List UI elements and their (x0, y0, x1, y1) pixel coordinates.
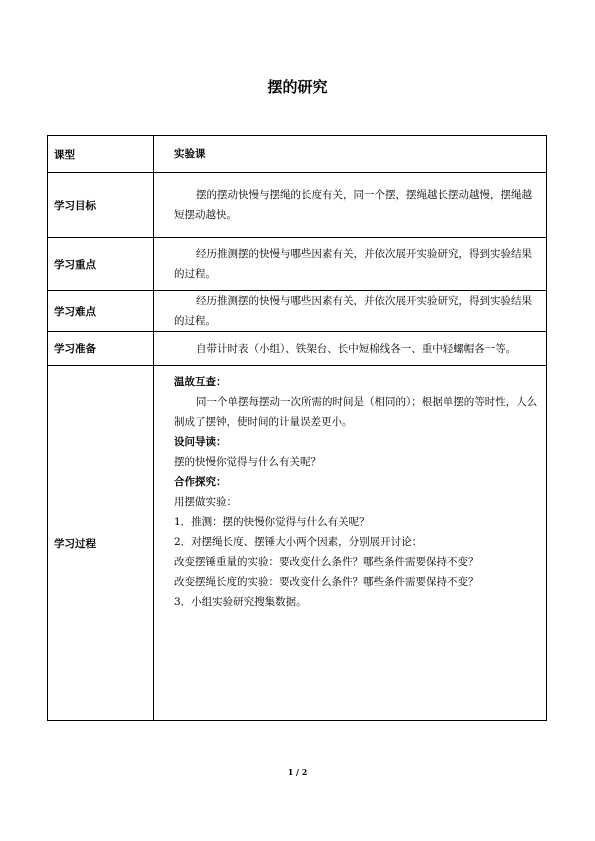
row-label-learning-process: 学习过程 (48, 366, 154, 721)
process-line: 用摆做实验： (174, 496, 237, 508)
guide-heading: 设问导读： (174, 436, 227, 448)
document-title: 摆的研究 (267, 78, 328, 96)
learning-process-cell (154, 366, 547, 721)
row-learning-process (48, 366, 547, 721)
learning-focus-text: 经历推测摆的快慢与哪些因素有关，并依次展开实验研究，得到实验结果的过程。 (174, 248, 533, 280)
row-learning-goal (48, 173, 547, 238)
process-line: 3．小组实验研究搜集数据。 (174, 596, 307, 608)
learning-focus-cell (154, 238, 547, 291)
row-lesson-type (48, 136, 547, 173)
learning-goal-text: 摆的摆动快慢与摆绳的长度有关，同一个摆，摆绳越长摆动越慢，摆绳越短摆动越快。 (174, 189, 533, 221)
review-text: 同一个单摆每摆动一次所需的时间是（相同的）；根据单摆的等时性，人么制成了摆钟，使时间的计量误差更小。 (174, 396, 538, 428)
learning-prep-cell (154, 332, 547, 366)
row-learning-prep (48, 332, 547, 366)
lesson-type-value (154, 136, 547, 173)
row-label-learning-difficulty: 学习难点 (48, 291, 154, 332)
row-label-learning-focus: 学习重点 (48, 238, 154, 291)
learning-difficulty-cell (154, 291, 547, 332)
process-line: 1．推测：摆的快慢你觉得与什么有关呢？ (174, 516, 370, 528)
row-learning-difficulty (48, 291, 547, 332)
lesson-plan-table (47, 135, 547, 721)
guide-text: 摆的快慢你觉得与什么有关呢？ (174, 456, 321, 468)
process-line: 改变摆锤重量的实验：要改变什么条件？哪些条件需要保持不变？ (174, 556, 479, 568)
process-line: 改变摆绳长度的实验：要改变什么条件？哪些条件需要保持不变？ (174, 576, 479, 588)
coop-heading: 合作探究： (174, 476, 227, 488)
row-label-learning-prep: 学习准备 (48, 332, 154, 366)
lesson-type-text: 实验课 (174, 148, 206, 160)
page-number: 1 / 2 (287, 767, 308, 777)
learning-goal-cell (154, 173, 547, 238)
learning-difficulty-text: 经历推测摆的快慢与哪些因素有关，并依次展开实验研究，得到实验结果的过程。 (174, 295, 533, 327)
review-heading: 温故互查： (174, 376, 227, 388)
row-label-lesson-type: 课型 (48, 136, 154, 173)
row-label-learning-goal: 学习目标 (48, 173, 154, 238)
row-learning-focus (48, 238, 547, 291)
process-line: 2．对摆绳长度、摆锤大小两个因素，分别展开讨论： (174, 536, 423, 548)
learning-prep-text: 自带计时表（小组）、铁架台、长中短棉线各一、重中轻螺帽各一等。 (196, 342, 517, 355)
